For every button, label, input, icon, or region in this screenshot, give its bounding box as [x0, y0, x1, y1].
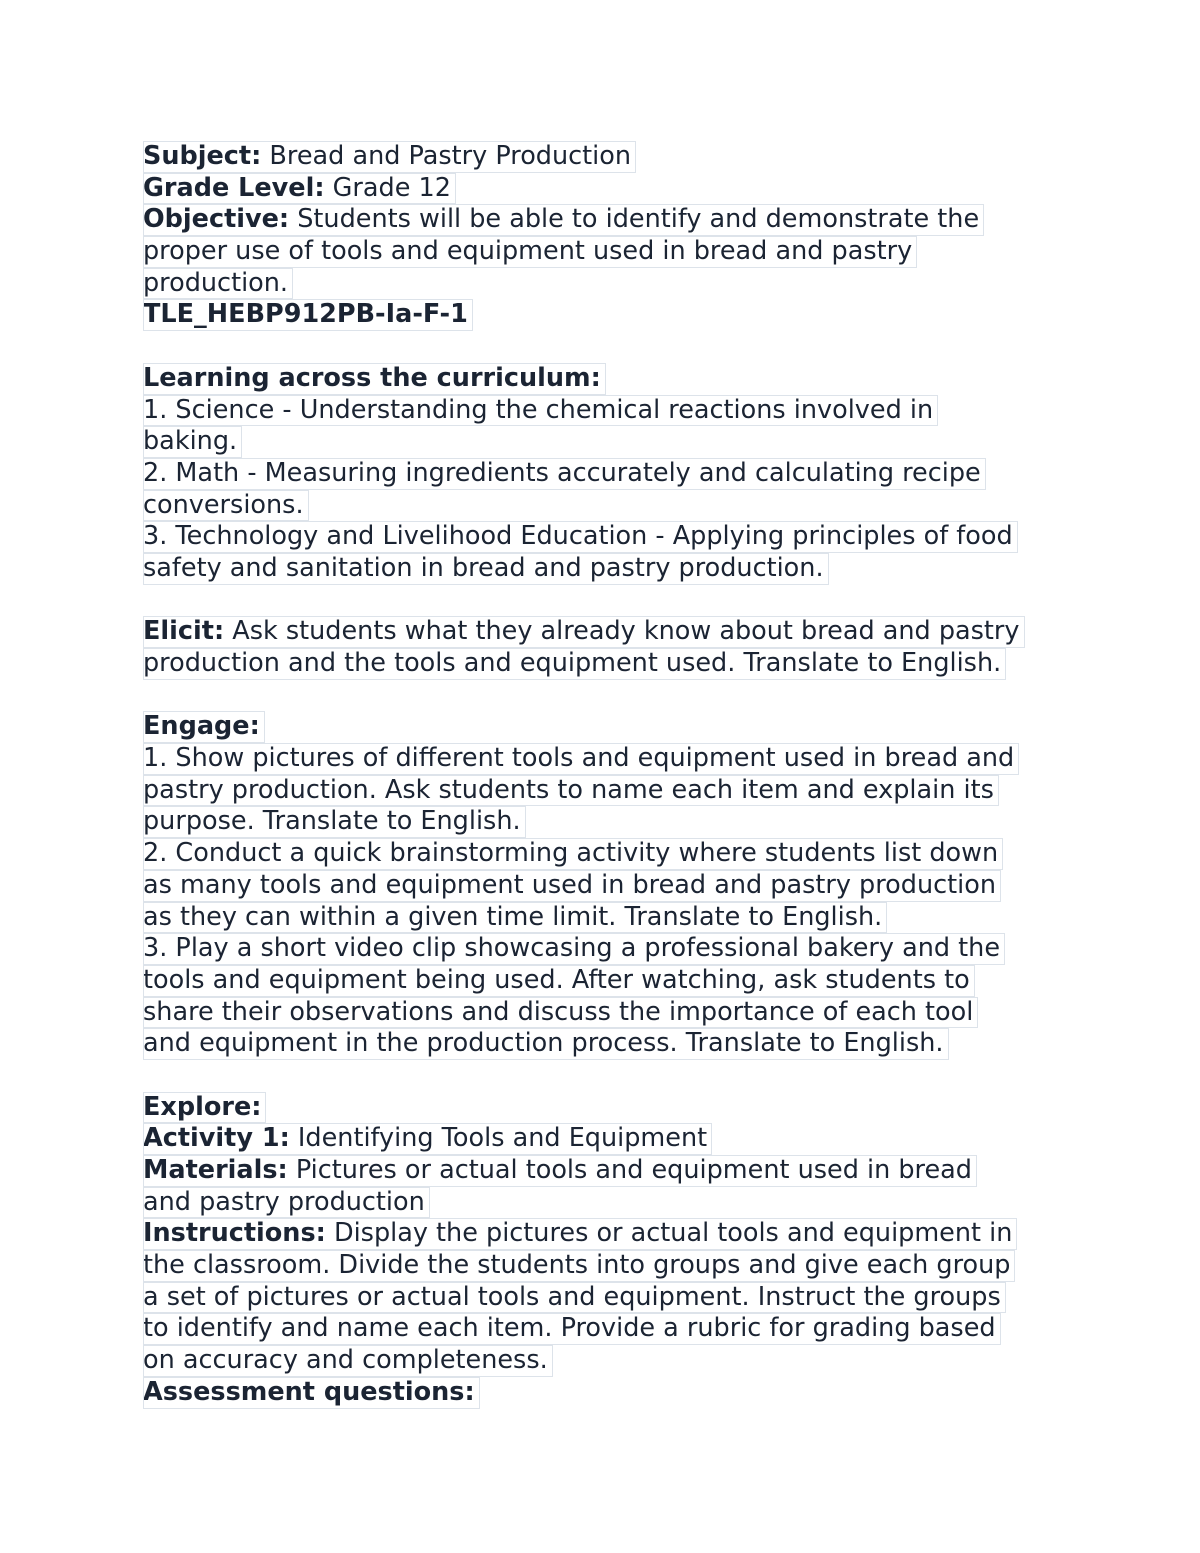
engage-text: 2. Conduct a quick brainstorming activity where students list down: [143, 838, 1003, 870]
spacer: [143, 585, 1103, 617]
competency-code: TLE_HEBP912PB-Ia-F-1: [143, 299, 468, 330]
activity-line: [143, 1123, 1103, 1155]
engage-line: [143, 775, 1103, 807]
engage-line: [143, 997, 1103, 1029]
assessment-heading: Assessment questions:: [143, 1376, 475, 1407]
instructions-line: [143, 1250, 1103, 1282]
engage-line: [143, 1028, 1103, 1060]
spacer: [143, 1060, 1103, 1092]
curriculum-text: conversions.: [143, 490, 309, 522]
objective-label: Objective:: [143, 204, 290, 235]
curriculum-text: 1. Science - Understanding the chemical reactions involved in: [143, 395, 938, 427]
materials-line: [143, 1155, 1103, 1187]
instructions-text: on accuracy and completeness.: [143, 1345, 553, 1377]
curriculum-line: [143, 521, 1103, 553]
spacer: [143, 331, 1103, 363]
elicit-text: production and the tools and equipment used. Translate to English.: [143, 648, 1006, 680]
curriculum-text: safety and sanitation in bread and pastry production.: [143, 553, 829, 585]
engage-text: 3. Play a short video clip showcasing a professional bakery and the: [143, 933, 1005, 965]
curriculum-text: baking.: [143, 426, 242, 458]
curriculum-line: [143, 458, 1103, 490]
instructions-line: [143, 1282, 1103, 1314]
section-heading: [143, 363, 1103, 395]
engage-line: [143, 743, 1103, 775]
instructions-text: Display the pictures or actual tools and equipment in: [325, 1218, 1013, 1249]
engage-heading: Engage:: [143, 711, 260, 742]
subject-line: [143, 141, 1103, 173]
section-heading: [143, 1377, 1103, 1409]
instructions-line: [143, 1313, 1103, 1345]
grade-line: [143, 173, 1103, 205]
engage-text: share their observations and discuss the importance of each tool: [143, 997, 978, 1029]
engage-line: [143, 902, 1103, 934]
engage-text: purpose. Translate to English.: [143, 806, 526, 838]
engage-line: [143, 965, 1103, 997]
engage-text: pastry production. Ask students to name each item and explain its: [143, 775, 999, 807]
engage-line: [143, 870, 1103, 902]
curriculum-heading: Learning across the curriculum:: [143, 362, 601, 393]
elicit-text: Ask students what they already know about bread and pastry: [224, 616, 1020, 647]
activity-label: Activity 1:: [143, 1123, 290, 1154]
elicit-line: [143, 648, 1103, 680]
curriculum-line: [143, 395, 1103, 427]
instructions-text: to identify and name each item. Provide a rubric for grading based: [143, 1313, 1001, 1345]
engage-line: [143, 933, 1103, 965]
engage-text: as many tools and equipment used in bread and pastry production: [143, 870, 1001, 902]
elicit-label: Elicit:: [143, 616, 225, 647]
engage-text: 1. Show pictures of different tools and equipment used in bread and: [143, 743, 1019, 775]
section-heading: [143, 1092, 1103, 1124]
subject-label: Subject:: [143, 141, 262, 171]
materials-line: [143, 1187, 1103, 1219]
engage-line: [143, 838, 1103, 870]
elicit-line: [143, 616, 1103, 648]
grade-label: Grade Level:: [143, 172, 325, 203]
spacer: [143, 680, 1103, 712]
instructions-line: [143, 1218, 1103, 1250]
instructions-label: Instructions:: [143, 1218, 326, 1249]
objective-text: Students will be able to identify and demonstrate the: [289, 204, 980, 235]
explore-heading: Explore:: [143, 1091, 262, 1122]
section-heading: [143, 711, 1103, 743]
curriculum-line: [143, 553, 1103, 585]
grade-value: Grade 12: [324, 172, 451, 203]
curriculum-line: [143, 490, 1103, 522]
materials-text: Pictures or actual tools and equipment used in bread: [287, 1155, 972, 1185]
engage-text: and equipment in the production process. Translate to English.: [143, 1028, 949, 1060]
objective-text: proper use of tools and equipment used in bread and pastry: [143, 236, 917, 268]
objective-text: production.: [143, 268, 293, 300]
subject-value: Bread and Pastry Production: [261, 141, 632, 171]
instructions-text: the classroom. Divide the students into groups and give each group: [143, 1250, 1015, 1282]
instructions-text: a set of pictures or actual tools and equipment. Instruct the groups: [143, 1282, 1006, 1314]
objective-line: [143, 236, 1103, 268]
objective-line: [143, 268, 1103, 300]
curriculum-line: [143, 426, 1103, 458]
objective-line: [143, 204, 1103, 236]
materials-text: and pastry production: [143, 1187, 430, 1219]
engage-text: as they can within a given time limit. Translate to English.: [143, 902, 887, 934]
materials-label: Materials:: [143, 1155, 288, 1185]
engage-line: [143, 806, 1103, 838]
competency-code-line: [143, 299, 1103, 331]
instructions-line: [143, 1345, 1103, 1377]
curriculum-text: 3. Technology and Livelihood Education - Applying principles of food: [143, 521, 1018, 553]
engage-text: tools and equipment being used. After watching, ask students to: [143, 965, 975, 997]
curriculum-text: 2. Math - Measuring ingredients accurately and calculating recipe: [143, 458, 986, 490]
activity-value: Identifying Tools and Equipment: [289, 1123, 708, 1154]
lesson-plan-body: [143, 141, 1103, 1409]
